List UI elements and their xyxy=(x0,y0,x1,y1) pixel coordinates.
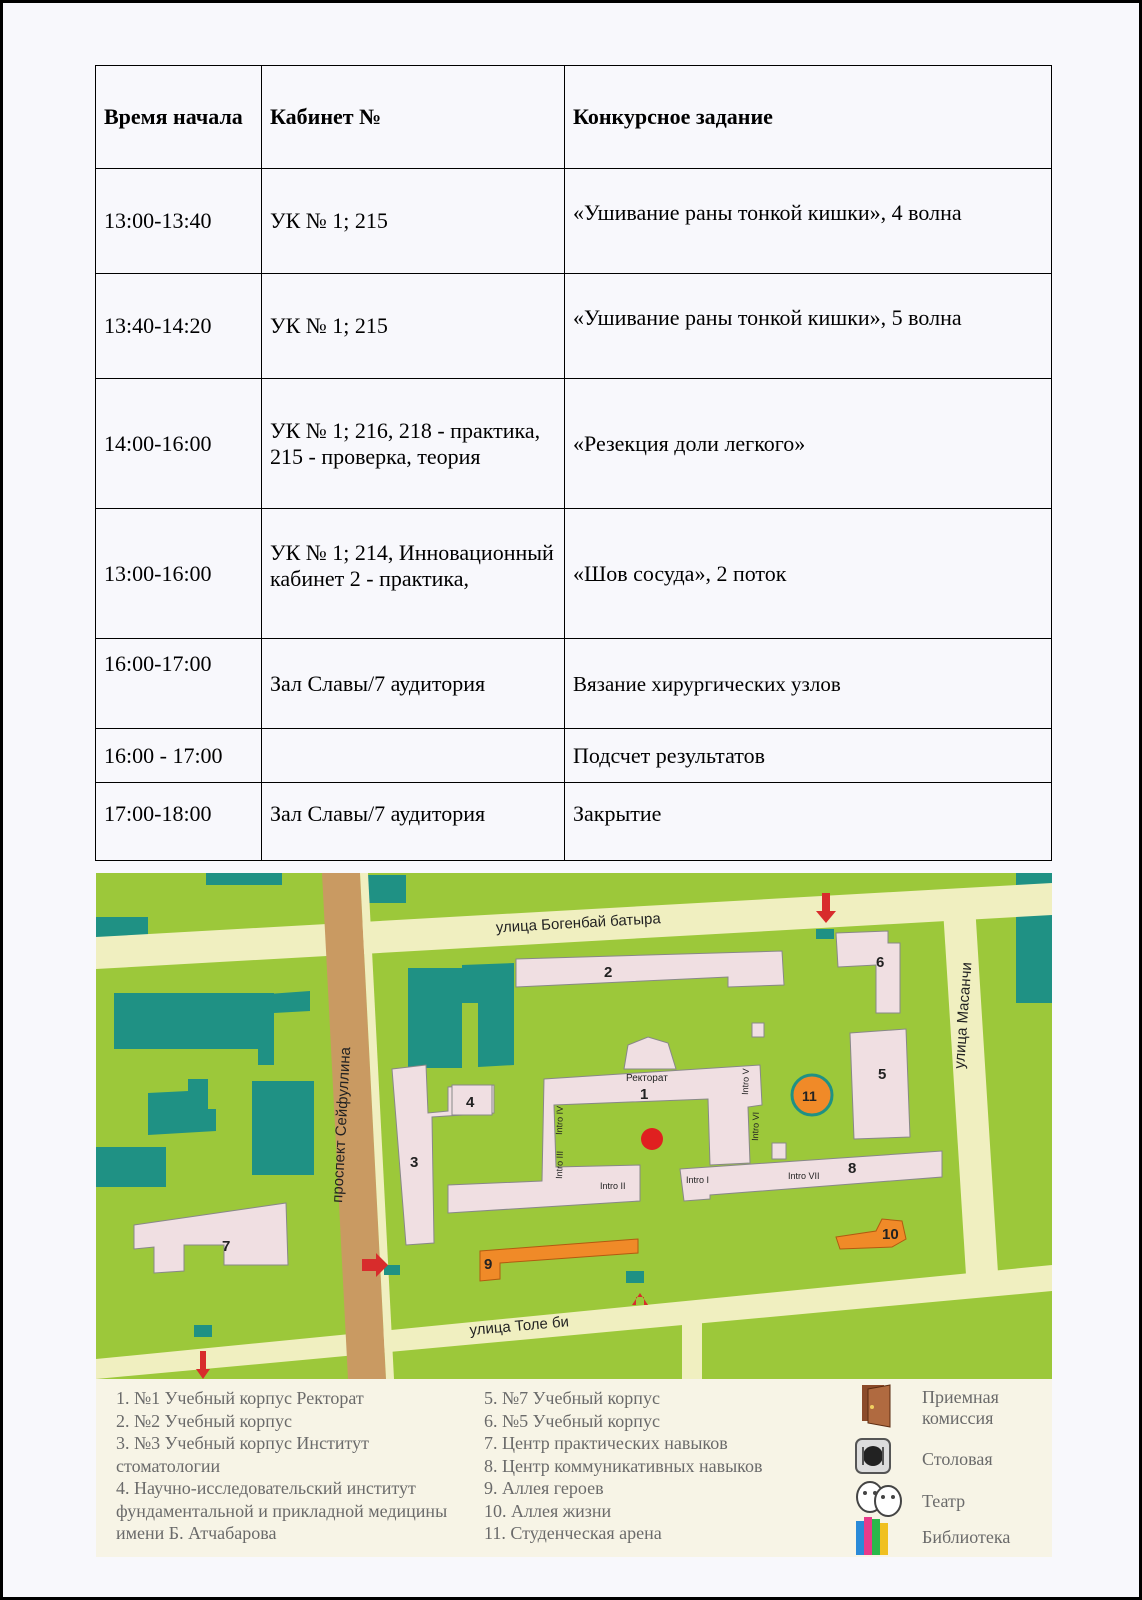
legend-item: 11. Студенческая арена xyxy=(484,1523,662,1543)
legend-item: 2. №2 Учебный корпус xyxy=(116,1410,292,1431)
label-4: 4 xyxy=(466,1094,475,1111)
street-seifullin: проспект Сейфуллина xyxy=(329,1046,355,1204)
legend-item: 7. Центр практических навыков xyxy=(484,1433,728,1453)
label-8: 8 xyxy=(848,1160,857,1177)
cell-task: «Шов сосуда», 2 поток xyxy=(565,509,1052,639)
table-row xyxy=(96,169,1052,274)
exit-sign xyxy=(626,1271,644,1283)
cell-room xyxy=(262,509,565,639)
building-small xyxy=(772,1143,786,1159)
label-7: 7 xyxy=(222,1238,231,1255)
cell-room xyxy=(262,783,565,861)
legend-item: 1. №1 Учебный корпус Ректорат xyxy=(116,1388,364,1408)
table-row xyxy=(96,274,1052,379)
cell-time: 16:00-17:00 xyxy=(96,639,262,729)
legend-library-label: Библиотека xyxy=(922,1527,1011,1547)
cell-task xyxy=(565,169,1052,274)
teal-block xyxy=(96,1147,166,1187)
cell-task: «Резекция доли легкого» xyxy=(565,379,1052,509)
cell-task-text: «Ушивание раны тонкой кишки», 5 волна xyxy=(573,305,962,330)
cell-time xyxy=(96,783,262,861)
table-row xyxy=(96,379,1052,509)
cell-room-text: Зал Славы/7 аудитория xyxy=(270,800,486,826)
teal-block xyxy=(368,875,406,903)
cell-task: Подсчет результатов xyxy=(565,729,1052,783)
cell-task xyxy=(565,274,1052,379)
books-icon xyxy=(854,1515,894,1557)
legend-item: 4. Научно-исследовательский институт фундаментальной и прикладной медицины имени Б. Атчабарова xyxy=(116,1478,448,1543)
label-6: 6 xyxy=(876,954,885,971)
label-9: 9 xyxy=(484,1256,493,1273)
cell-task: Вязание хирургических узлов xyxy=(565,639,1052,729)
cell-time: 13:40-14:20 xyxy=(96,274,262,379)
cell-room: УК № 1; 215 xyxy=(262,169,565,274)
cell-time: 13:00-13:40 xyxy=(96,169,262,274)
table-row xyxy=(96,783,1052,861)
label-intro: Intro II xyxy=(600,1181,626,1191)
legend-item: 5. №7 Учебный корпус xyxy=(484,1388,660,1408)
schedule-table xyxy=(95,65,1052,861)
teal-block xyxy=(206,873,282,885)
legend-item: 6. №5 Учебный корпус xyxy=(484,1410,660,1431)
legend-canteen-label: Столовая xyxy=(922,1449,993,1469)
cell-time: 14:00-16:00 xyxy=(96,379,262,509)
label-intro: Intro III xyxy=(554,1150,565,1180)
cell-room xyxy=(262,379,565,509)
cell-room-line: УК № 1; 216, 218 - практика, xyxy=(270,417,541,443)
teal-block xyxy=(408,968,462,1068)
header-start-time: Время начала xyxy=(96,66,262,169)
teal-block xyxy=(114,993,274,1049)
legend-theatre-label: Театр xyxy=(922,1491,966,1511)
campus-map xyxy=(96,873,1052,1379)
label-2: 2 xyxy=(604,964,613,981)
flag-dot xyxy=(641,1128,663,1150)
road-lane xyxy=(682,1301,702,1379)
legend-admissions xyxy=(854,1383,1054,1429)
table-row xyxy=(96,639,1052,729)
label-5: 5 xyxy=(878,1066,887,1083)
cell-time-text: 17:00-18:00 xyxy=(104,800,212,826)
label-intro: Intro VI xyxy=(750,1111,762,1142)
table-row xyxy=(96,729,1052,783)
table-row xyxy=(96,509,1052,639)
label-11: 11 xyxy=(802,1088,817,1104)
canteen-icon xyxy=(854,1437,894,1477)
street-tole-bi: улица Толе би xyxy=(468,1313,570,1339)
building-5 xyxy=(850,1029,910,1139)
table-header-row xyxy=(96,66,1052,169)
street-bogenbay: улица Богенбай батыра xyxy=(495,910,662,937)
legend-item: 3. №3 Учебный корпус Институт стоматологии xyxy=(116,1433,370,1476)
label-intro: Intro VII xyxy=(788,1171,820,1181)
label-rectorat: Ректорат xyxy=(626,1073,668,1084)
door-icon xyxy=(854,1383,894,1429)
theatre-masks-icon xyxy=(854,1479,906,1519)
legend-theatre xyxy=(854,1479,1054,1519)
map-legend xyxy=(96,1379,1052,1557)
cell-room-text: УК № 1; 214, Инновационный кабинет 2 - практика, xyxy=(270,539,554,591)
legend-admissions-label: Приемная комиссия xyxy=(922,1387,999,1428)
legend-column-2 xyxy=(484,1387,814,1545)
cell-task xyxy=(565,783,1052,861)
label-3: 3 xyxy=(410,1154,419,1171)
label-intro: Intro V xyxy=(740,1068,751,1096)
cell-room xyxy=(262,729,565,783)
label-intro: Intro I xyxy=(686,1175,710,1185)
legend-column-1 xyxy=(116,1387,466,1545)
legend-item: 9. Аллея героев xyxy=(484,1478,604,1498)
label-intro: Intro IV xyxy=(554,1105,566,1136)
cell-time: 16:00 - 17:00 xyxy=(96,729,262,783)
cell-room: УК № 1; 215 xyxy=(262,274,565,379)
legend-library xyxy=(854,1515,1054,1557)
legend-canteen xyxy=(854,1437,1054,1477)
cell-task-text: Закрытие xyxy=(573,800,662,826)
teal-block xyxy=(252,1081,314,1175)
cell-room-line: 215 - проверка, теория xyxy=(270,443,481,469)
header-task: Конкурсное задание xyxy=(565,66,1052,169)
cell-room: Зал Славы/7 аудитория xyxy=(262,639,565,729)
label-1: 1 xyxy=(640,1086,649,1103)
legend-item: 8. Центр коммуникативных навыков xyxy=(484,1455,763,1476)
legend-item: 10. Аллея жизни xyxy=(484,1500,612,1521)
header-room: Кабинет № xyxy=(262,66,565,169)
cell-task-text: «Ушивание раны тонкой кишки», 4 волна xyxy=(573,200,962,225)
street-masanchi: улица Масанчи xyxy=(951,961,976,1070)
cell-time: 13:00-16:00 xyxy=(96,509,262,639)
building-small xyxy=(752,1023,764,1037)
exit-sign xyxy=(816,929,834,939)
exit-sign xyxy=(194,1325,212,1337)
label-10: 10 xyxy=(882,1226,899,1243)
